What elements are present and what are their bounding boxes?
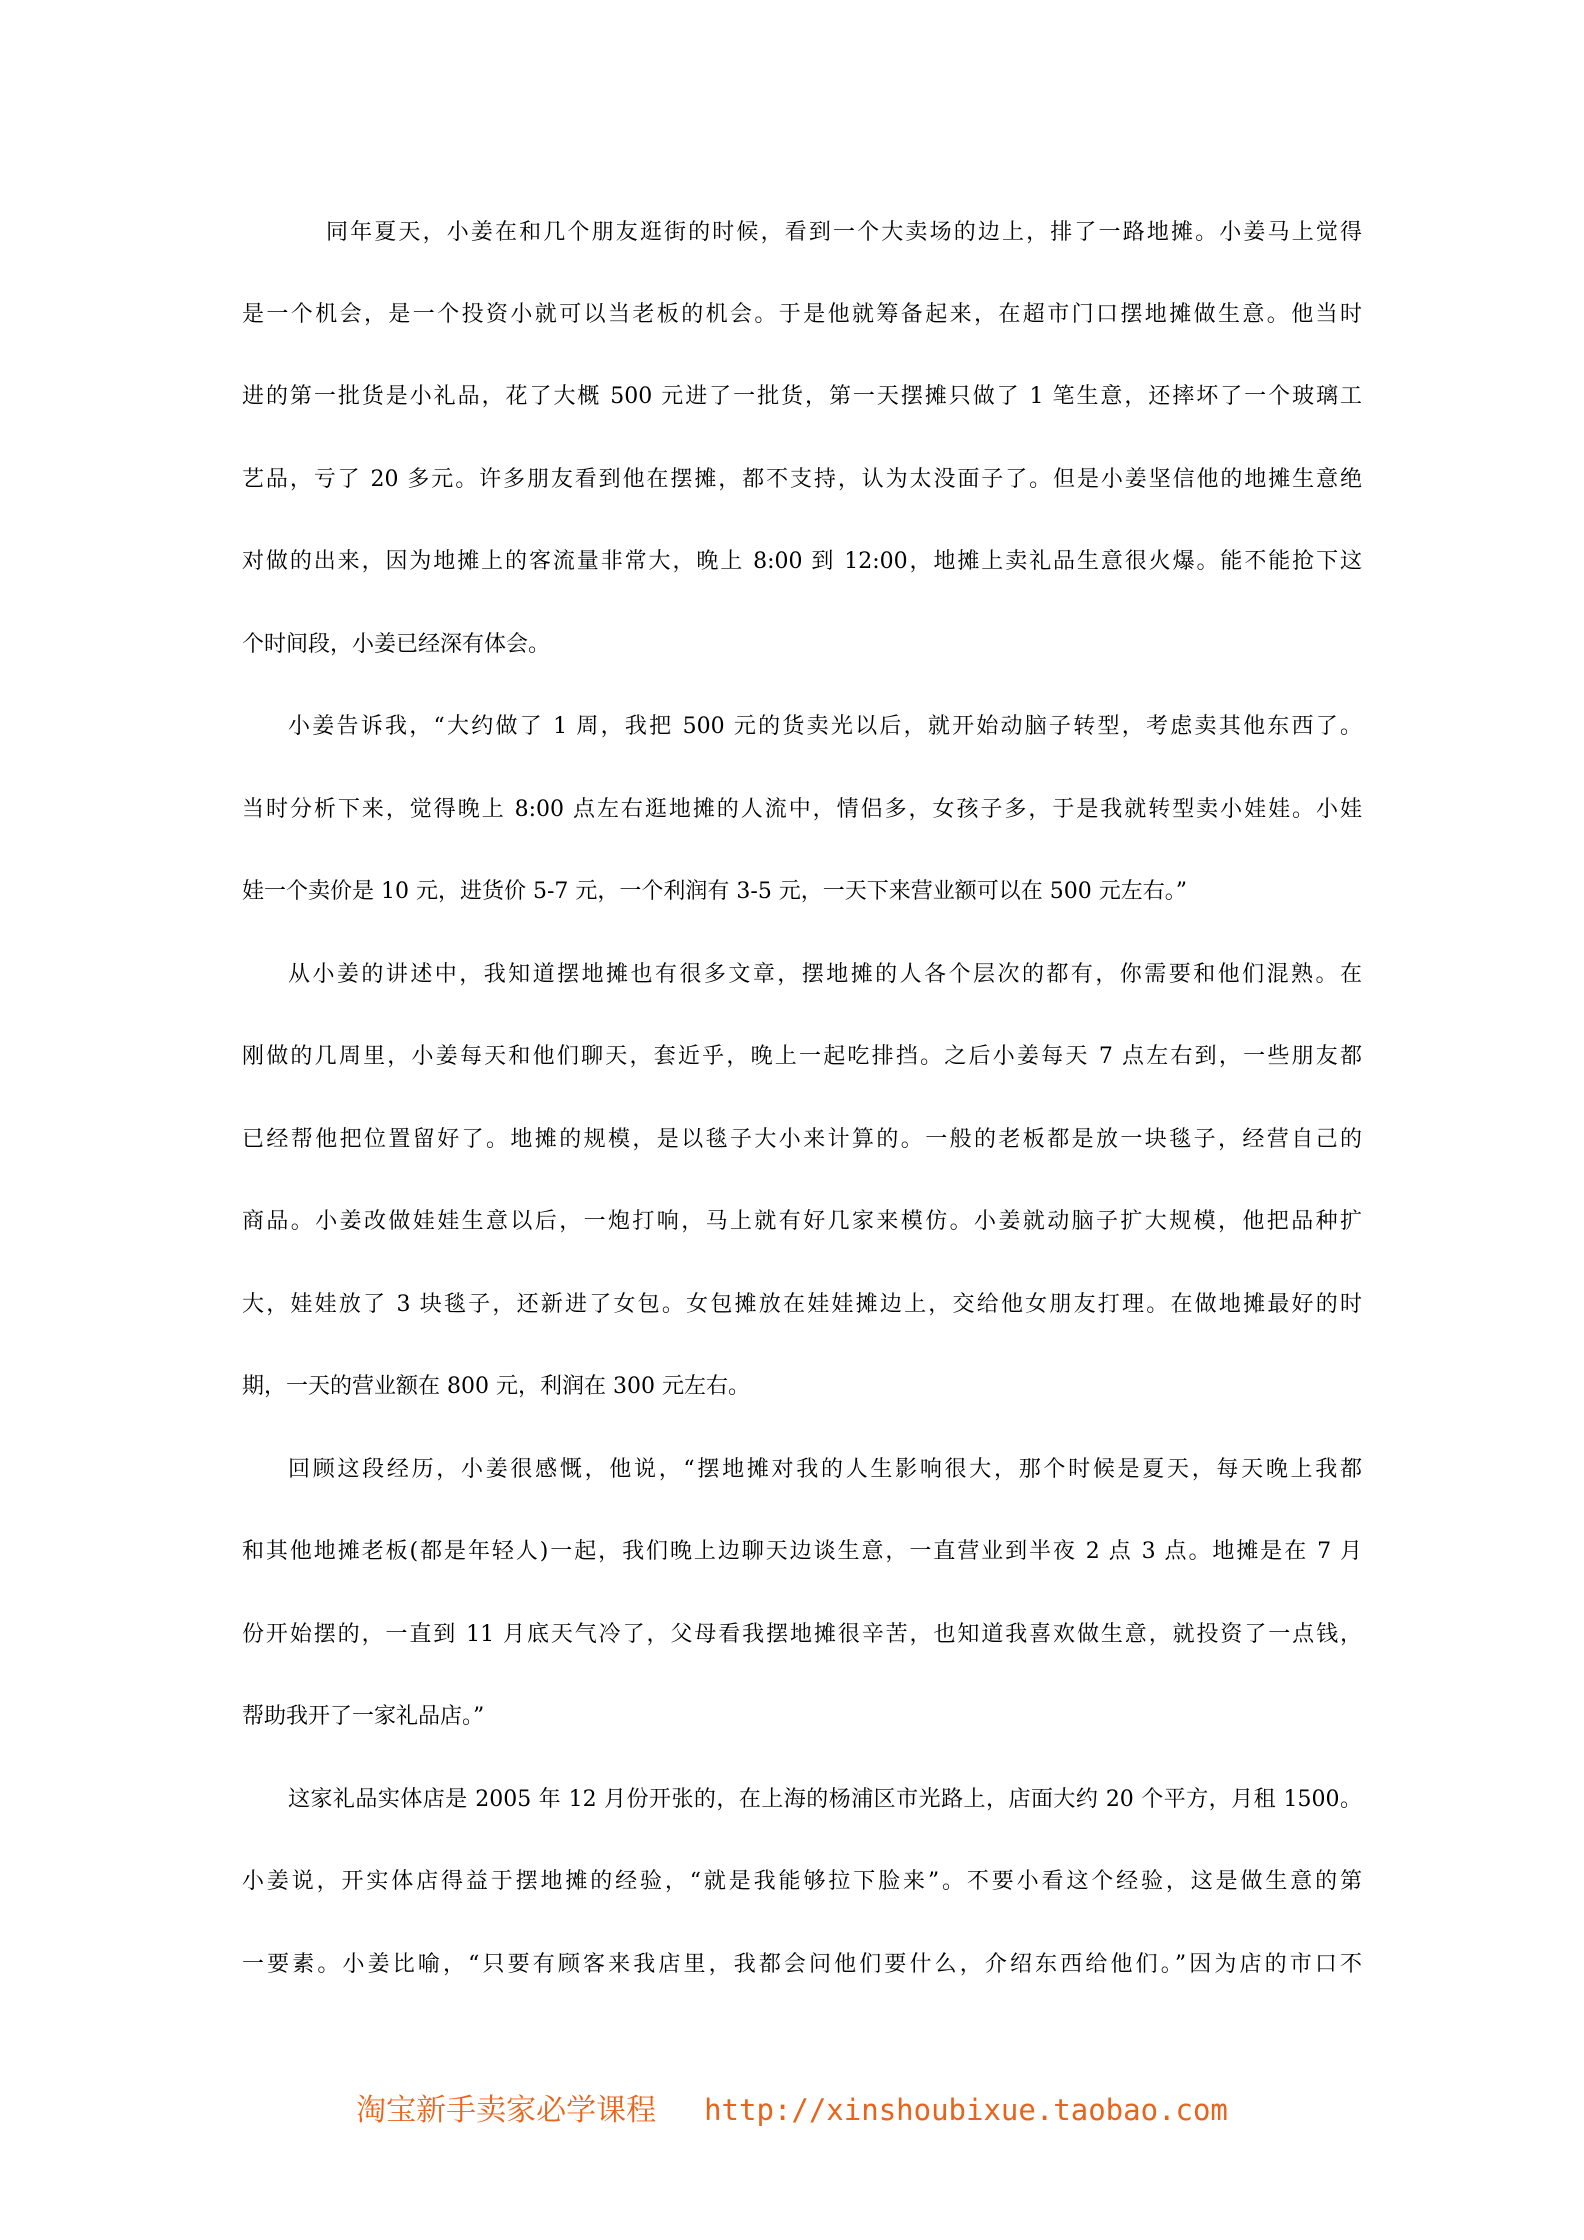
footer-banner bbox=[0, 2090, 1584, 2131]
text-line: 对做的出来，因为地摊上的客流量非常大，晚上 8:00 到 12:00，地摊上卖礼品生意很火爆。能不能抢下这 bbox=[242, 549, 1362, 574]
footer-title: 淘宝新手卖家必学课程 bbox=[356, 2093, 657, 2128]
text-line: 帮助我开了一家礼品店。” bbox=[242, 1704, 485, 1729]
text-line: 从小姜的讲述中，我知道摆地摊也有很多文章，摆地摊的人各个层次的都有，你需要和他们混熟。在 bbox=[288, 962, 1362, 987]
text-line: 个时间段，小姜已经深有体会。 bbox=[242, 632, 551, 657]
text-line: 份开始摆的，一直到 11 月底天气冷了，父母看我摆地摊很辛苦，也知道我喜欢做生意，就投资了一点钱， bbox=[242, 1622, 1362, 1647]
text-line: 娃一个卖价是 10 元，进货价 5-7 元，一个利润有 3-5 元，一天下来营业额可以在 500 元左右。” bbox=[242, 879, 1188, 904]
text-line: 大，娃娃放了 3 块毯子，还新进了女包。女包摊放在娃娃摊边上，交给他女朋友打理。在做地摊最好的时 bbox=[242, 1292, 1362, 1317]
text-line: 期，一天的营业额在 800 元，利润在 300 元左右。 bbox=[242, 1374, 750, 1399]
text-line: 已经帮他把位置留好了。地摊的规模，是以毯子大小来计算的。一般的老板都是放一块毯子，经营自己的 bbox=[242, 1127, 1362, 1152]
text-line: 艺品，亏了 20 多元。许多朋友看到他在摆摊，都不支持，认为太没面子了。但是小姜坚信他的地摊生意绝 bbox=[242, 467, 1362, 492]
text-line: 进的第一批货是小礼品，花了大概 500 元进了一批货，第一天摆摊只做了 1 笔生意，还摔坏了一个玻璃工 bbox=[242, 384, 1362, 409]
text-line: 和其他地摊老板(都是年轻人)一起，我们晚上边聊天边谈生意，一直营业到半夜 2 点 3 点。地摊是在 7 月 bbox=[242, 1539, 1362, 1564]
text-line: 小姜说，开实体店得益于摆地摊的经验，“就是我能够拉下脸来”。不要小看这个经验，这是做生意的第 bbox=[242, 1869, 1362, 1894]
text-line: 同年夏天，小姜在和几个朋友逛街的时候，看到一个大卖场的边上，排了一路地摊。小姜马上觉得 bbox=[326, 220, 1362, 245]
text-line: 一要素。小姜比喻，“只要有顾客来我店里，我都会问他们要什么，介绍东西给他们。”因为店的市口不 bbox=[242, 1952, 1362, 1977]
text-line: 刚做的几周里，小姜每天和他们聊天，套近乎，晚上一起吃排挡。之后小姜每天 7 点左右到，一些朋友都 bbox=[242, 1044, 1362, 1069]
document-page bbox=[242, 0, 1362, 2240]
text-line: 这家礼品实体店是 2005 年 12 月份开张的，在上海的杨浦区市光路上，店面大约 20 个平方，月租 1500。 bbox=[288, 1787, 1362, 1812]
text-line: 小姜告诉我，“大约做了 1 周，我把 500 元的货卖光以后，就开始动脑子转型，考虑卖其他东西了。 bbox=[288, 714, 1362, 739]
text-line: 当时分析下来，觉得晚上 8:00 点左右逛地摊的人流中，情侣多，女孩子多，于是我就转型卖小娃娃。小娃 bbox=[242, 797, 1362, 822]
footer-url-link[interactable]: http://xinshoubixue.taobao.com bbox=[704, 2093, 1228, 2127]
text-line: 商品。小姜改做娃娃生意以后，一炮打响，马上就有好几家来模仿。小姜就动脑子扩大规模，他把品种扩 bbox=[242, 1209, 1362, 1234]
text-line: 回顾这段经历，小姜很感慨，他说，“摆地摊对我的人生影响很大，那个时候是夏天，每天晚上我都 bbox=[288, 1457, 1362, 1482]
text-line: 是一个机会，是一个投资小就可以当老板的机会。于是他就筹备起来，在超市门口摆地摊做生意。他当时 bbox=[242, 302, 1362, 327]
